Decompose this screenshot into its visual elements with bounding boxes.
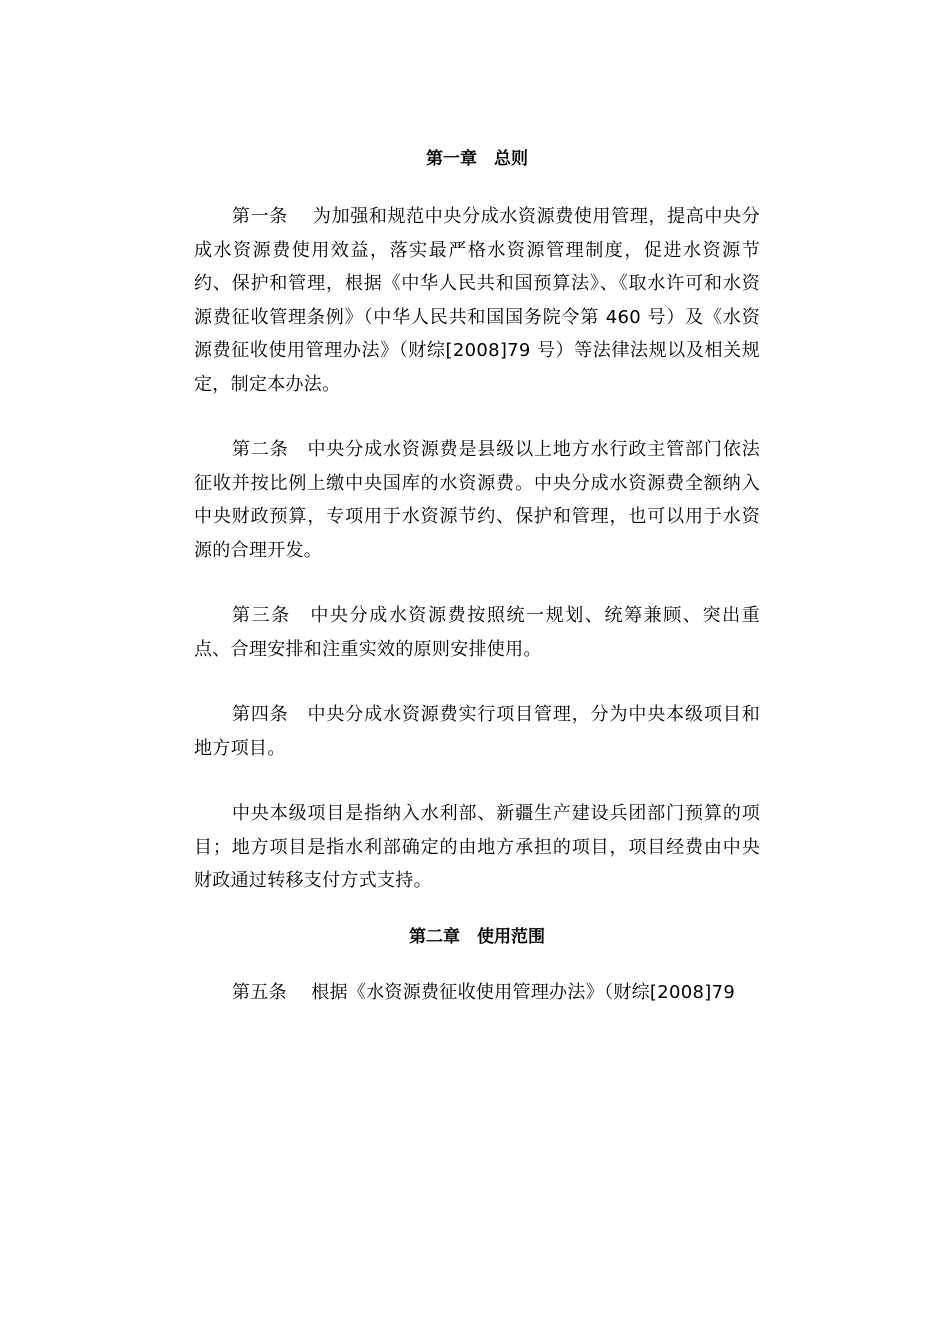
spacer: [194, 898, 760, 920]
document-body: [194, 142, 760, 1009]
article-4-second-paragraph: 中央本级项目是指纳入水利部、新疆生产建设兵团部门预算的项目；地方项目是指水利部确定的由地方承担的项目，项目经费由中央财政通过转移支付方式支持。: [194, 803, 760, 891]
article-5-paragraph: 第五条 根据《水资源费征收使用管理办法》（财综[2008]79: [232, 981, 736, 1003]
spacer: [194, 954, 760, 976]
spacer: [194, 765, 760, 797]
article-3-paragraph: 第三条 中央分成水资源费按照统一规划、统筹兼顾、突出重点、合理安排和注重实效的原则安排使用。: [194, 605, 760, 660]
spacer: [194, 401, 760, 433]
article-2-paragraph: 第二条 中央分成水资源费是县级以上地方水行政主管部门依法征收并按比例上缴中央国库的水资源费。中央分成水资源费全额纳入中央财政预算，专项用于水资源节约、保护和管理，也可以用于水资源的合理开发。: [194, 439, 760, 561]
chapter-1-heading: 第一章 总则: [426, 149, 528, 169]
article-1-paragraph: 第一条 为加强和规范中央分成水资源费使用管理，提高中央分成水资源费使用效益，落实最严格水资源管理制度，促进水资源节约、保护和管理，根据《中华人民共和国预算法》、《取水许可和水资源费征收管理条例》（中华人民共和国国务院令第 460 号）及《水资源费征收使用管理办法》（财综[2008]79 号）等法律法规以及相关规定，制定本办法。: [194, 206, 760, 395]
chapter-2-heading: 第二章 使用范围: [409, 926, 545, 947]
spacer: [194, 567, 760, 599]
spacer: [194, 666, 760, 698]
article-4-paragraph: 第四条 中央分成水资源费实行项目管理，分为中央本级项目和地方项目。: [194, 704, 760, 759]
spacer: [194, 176, 760, 200]
